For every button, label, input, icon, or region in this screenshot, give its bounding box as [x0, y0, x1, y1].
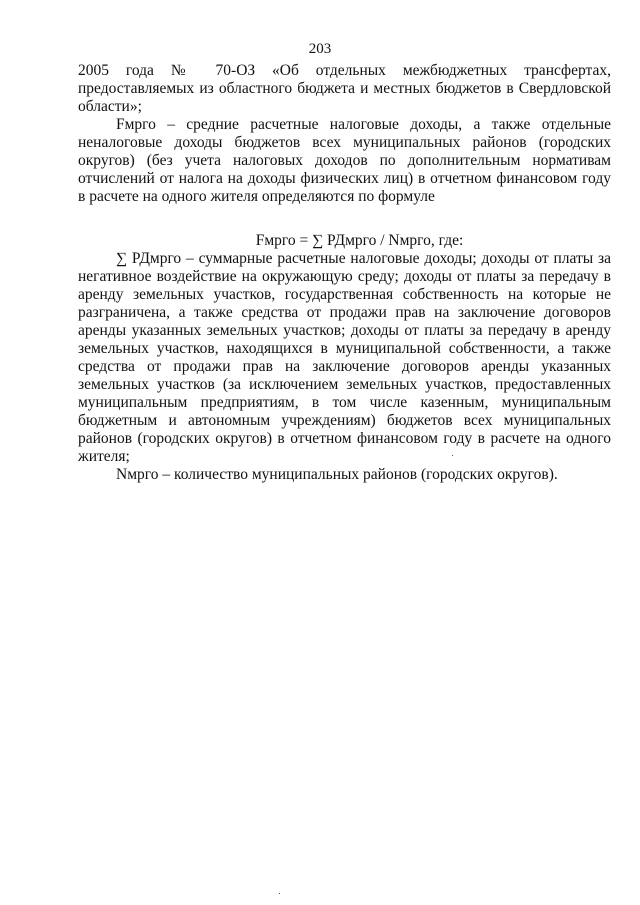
fmrgo-definition-paragraph: Fмрго – средние расчетные налоговые доходы, а также отдельные неналоговые доходы бюджетов всех муниципальных районов (городских округов) (без учета налоговых доходов по дополнительным нормативам отчислений от налога на доходы физических лиц) в отчетном финансовом году в расчете на одного жителя определяются по формуле [78, 116, 611, 205]
nmrgo-definition-paragraph: Nмрго – количество муниципальных районов (городских округов). [116, 466, 558, 483]
sum-definition-paragraph: ∑ РДмрго – суммарные расчетные налоговые доходы; доходы от платы за негативное воздействие на окружающую среду; доходы от платы за передачу в аренду земельных участков, государственная собственность на которые не разграничена, а также средства от продажи прав на заключение договоров аренды указанных земельных участков; доходы от платы за передачу в аренду земельных участков, находящихся в муниципальной собственности, а также средства от продажи прав на заключение договоров аренды указанных земельных участков (за исключением земельных участков, предоставленных муниципальным предприятиям, в том числе казенным, муниципальным бюджетным и автономным учреждениям) бюджетов всех муниципальных районов (городских округов) в отчетном финансовом году в расчете на одного жителя; [78, 250, 611, 465]
document-body [78, 62, 611, 484]
scan-speck [452, 455, 453, 456]
formula-line: Fмрго = ∑ РДмрго / Nмрго, где: [255, 232, 464, 249]
scan-speck [279, 893, 280, 894]
page-number: 203 [308, 41, 332, 57]
intro-paragraph: 2005 года № 70-ОЗ «Об отдельных межбюджетных трансфертах, предоставляемых из областного бюджета и местных бюджетов в Свердловской области»; [78, 62, 611, 115]
